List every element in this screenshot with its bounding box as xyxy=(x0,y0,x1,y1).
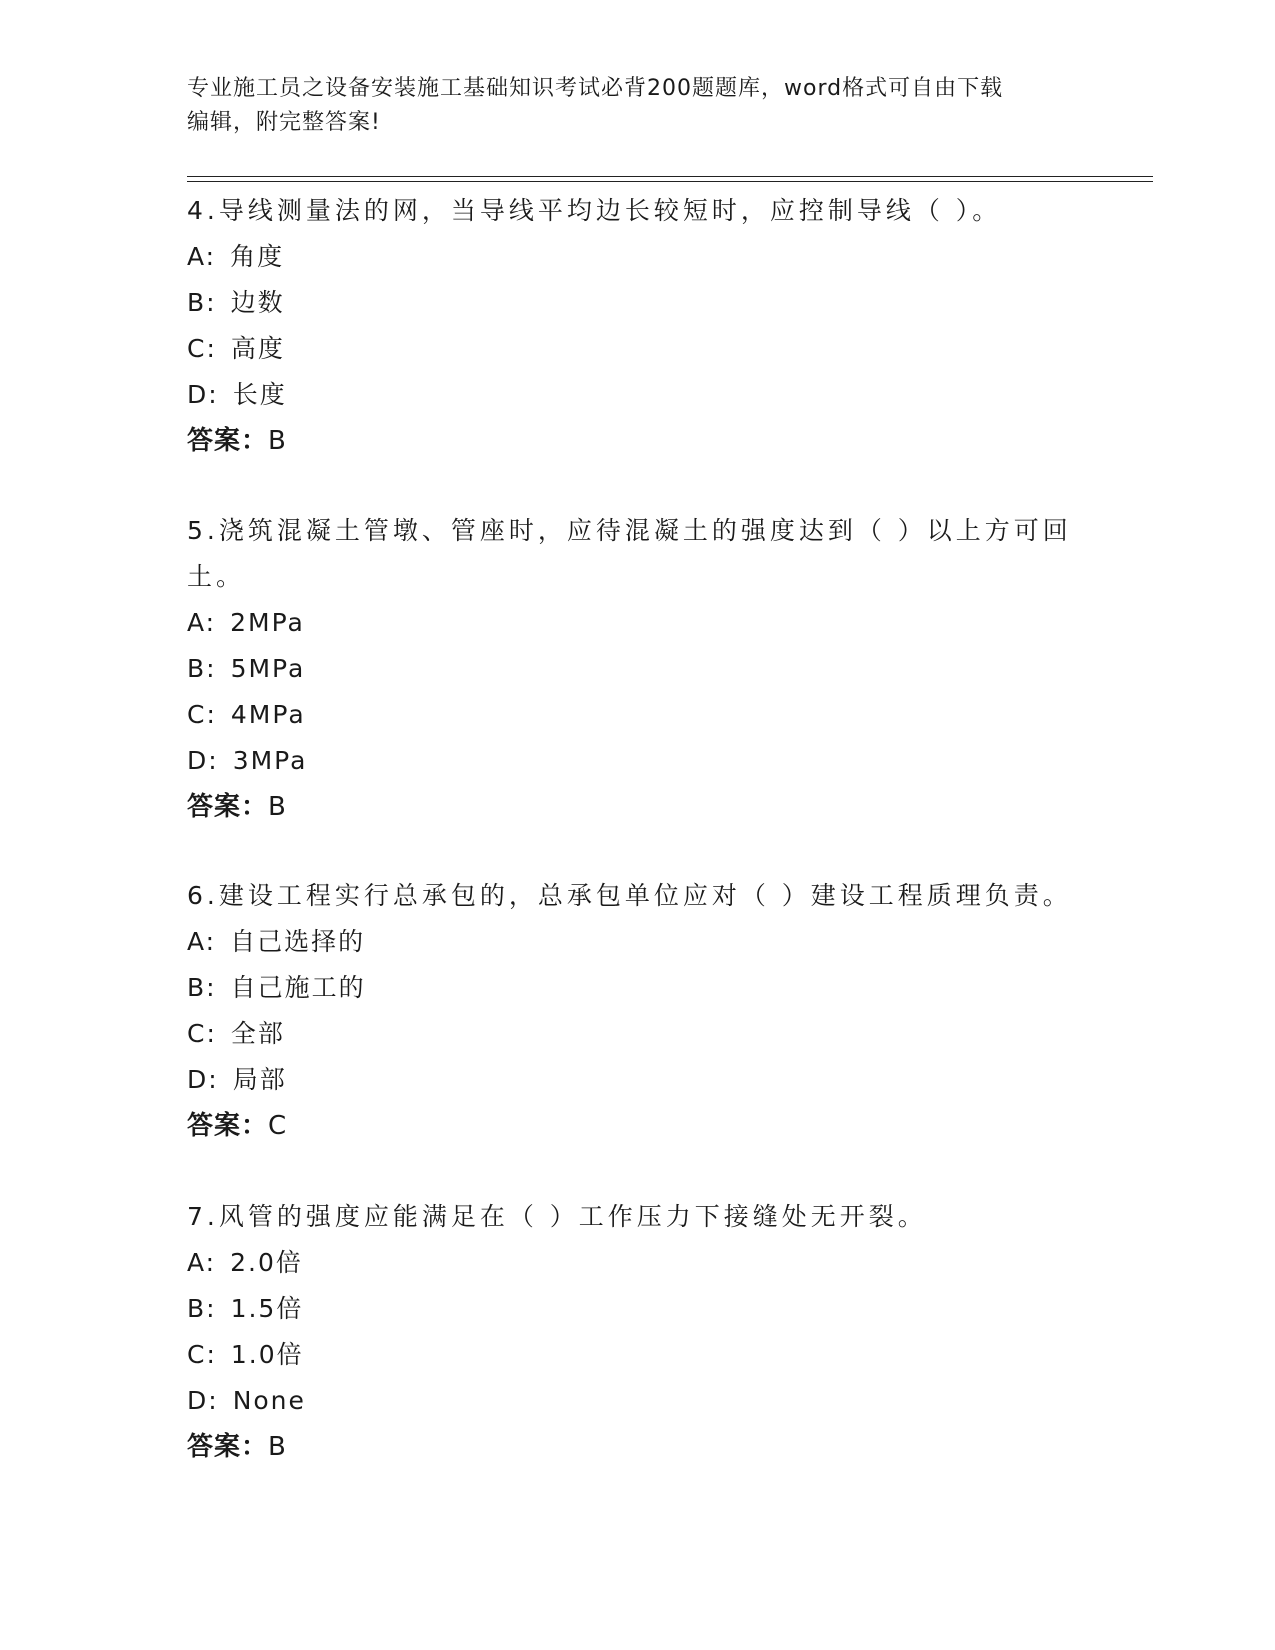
option-text: 角度 xyxy=(230,242,285,271)
question-title-continued: 土。 xyxy=(187,562,246,591)
option-d xyxy=(187,372,1087,418)
answer-line xyxy=(187,784,1087,830)
option-letter: A: xyxy=(187,608,217,637)
question-4 xyxy=(187,188,1087,464)
option-a xyxy=(187,234,1087,280)
option-text: 高度 xyxy=(230,334,285,363)
header-line-1: 专业施工员之设备安装施工基础知识考试必背200题题库，word格式可自由下载 xyxy=(187,76,1004,101)
option-b xyxy=(187,280,1087,326)
question-title: 5.浇筑混凝土管墩、管座时，应待混凝土的强度达到（ ）以上方可回 xyxy=(187,516,1072,545)
option-letter: D: xyxy=(187,746,219,775)
answer-label: 答案： xyxy=(187,426,269,456)
option-letter: B: xyxy=(187,1294,217,1323)
option-d xyxy=(187,1057,1087,1103)
option-a xyxy=(187,600,1087,646)
option-c xyxy=(187,692,1087,738)
option-text: 自己施工的 xyxy=(230,973,366,1002)
option-letter: B: xyxy=(187,973,217,1002)
option-c xyxy=(187,326,1087,372)
option-text: 3MPa xyxy=(232,746,308,775)
answer-value: C xyxy=(268,1111,288,1141)
option-letter: A: xyxy=(187,242,217,271)
question-title: 7.风管的强度应能满足在（ ）工作压力下接缝处无开裂。 xyxy=(187,1202,927,1231)
option-d xyxy=(187,738,1087,784)
option-text: 边数 xyxy=(230,288,285,317)
option-text: 1.0倍 xyxy=(230,1340,304,1369)
option-a xyxy=(187,1240,1087,1286)
option-text: 自己选择的 xyxy=(230,927,366,956)
question-5 xyxy=(187,508,1087,830)
header-line-2: 编辑，附完整答案! xyxy=(187,110,381,135)
option-letter: D: xyxy=(187,380,219,409)
option-text: 长度 xyxy=(232,380,287,409)
answer-line xyxy=(187,1424,1087,1470)
option-b xyxy=(187,646,1087,692)
option-text: None xyxy=(232,1386,306,1415)
answer-label: 答案： xyxy=(187,1432,269,1462)
option-letter: B: xyxy=(187,288,217,317)
answer-value: B xyxy=(268,426,287,456)
answer-line xyxy=(187,1103,1087,1149)
option-letter: B: xyxy=(187,654,217,683)
option-text: 1.5倍 xyxy=(230,1294,304,1323)
answer-label: 答案： xyxy=(187,1111,269,1141)
option-d xyxy=(187,1378,1087,1424)
option-text: 全部 xyxy=(230,1019,285,1048)
option-letter: A: xyxy=(187,927,217,956)
document-header xyxy=(187,72,1087,140)
answer-label: 答案： xyxy=(187,792,269,822)
option-b xyxy=(187,1286,1087,1332)
answer-value: B xyxy=(268,792,287,822)
question-title: 6.建设工程实行总承包的，总承包单位应对（ ）建设工程质理负责。 xyxy=(187,881,1072,910)
option-text: 局部 xyxy=(232,1065,287,1094)
option-letter: D: xyxy=(187,1386,219,1415)
question-6 xyxy=(187,873,1087,1149)
answer-line xyxy=(187,418,1087,464)
option-letter: C: xyxy=(187,334,217,363)
option-text: 2.0倍 xyxy=(230,1248,303,1277)
option-text: 5MPa xyxy=(230,654,306,683)
option-c xyxy=(187,1332,1087,1378)
option-a xyxy=(187,919,1087,965)
answer-value: B xyxy=(268,1432,287,1462)
header-divider-bottom xyxy=(187,181,1153,182)
option-letter: C: xyxy=(187,1340,217,1369)
question-title: 4.导线测量法的网，当导线平均边长较短时，应控制导线（ ）。 xyxy=(187,196,1002,225)
option-b xyxy=(187,965,1087,1011)
question-7 xyxy=(187,1194,1087,1470)
option-text: 4MPa xyxy=(230,700,306,729)
header-divider-top xyxy=(187,176,1153,177)
option-letter: C: xyxy=(187,700,217,729)
option-letter: D: xyxy=(187,1065,219,1094)
option-c xyxy=(187,1011,1087,1057)
option-text: 2MPa xyxy=(230,608,305,637)
option-letter: C: xyxy=(187,1019,217,1048)
option-letter: A: xyxy=(187,1248,217,1277)
